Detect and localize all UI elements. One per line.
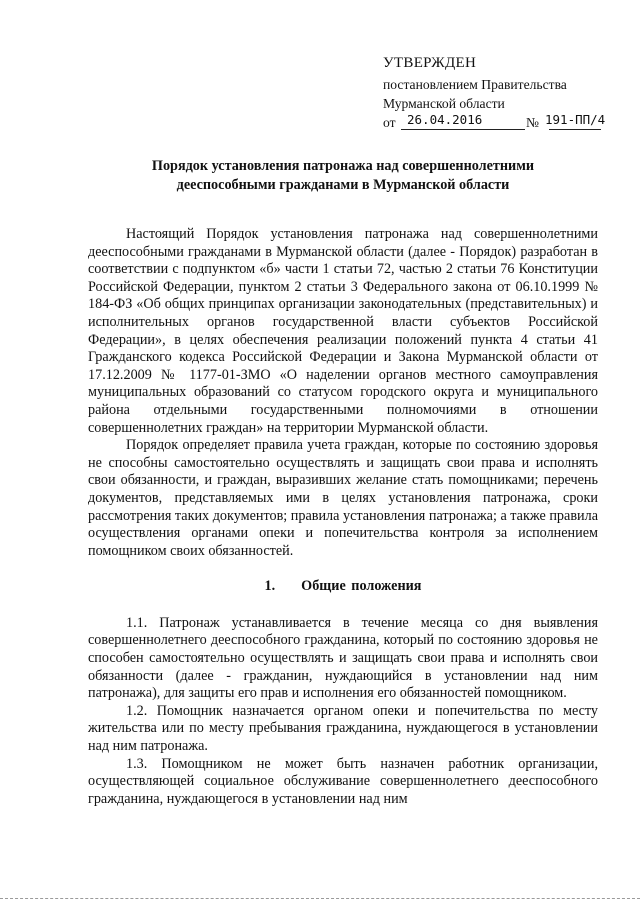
number-underline <box>549 129 601 130</box>
intro-paragraph-1: Настоящий Порядок установления патронажа над совершеннолетними дееспособными гражданами в Мурманской области (далее - Порядок) разработан в соответствии с подпунктом «б» части 1 статьи 72, частью 2 статьи 76 Конституции Российской Федерации, пунктом 2 статьи 3 Федерального закона от 06.10.1999 № 184-ФЗ «Об общих принципах организации законодательных (представительных) и исполнительных органов государственной власти субъектов Российской Федерации», в целях обеспечения реализации положений пункта 4 статьи 41 Гражданского кодекса Российской Федерации и Закона Мурманской области от 17.12.2009 № 1177-01-ЗМО «О наделении органов местного самоуправления муниципальных образований со статусом городского округа и муниципального района отдельными государственными полномочиями в отношении совершеннолетних граждан» на территории Мурманской области. <box>88 226 598 436</box>
approval-date: 26.04.2016 <box>407 112 483 127</box>
section-heading <box>88 578 598 596</box>
title-line-2: дееспособными гражданами в Мурманской области <box>176 177 510 193</box>
clause-1-2: 1.2. Помощник назначается органом опеки и попечительства по месту жительства или по месту пребывания гражданина, нуждающегося в установлении над ним патронажа. <box>88 702 598 755</box>
page-bottom-border <box>0 898 640 901</box>
date-prefix: от <box>383 115 396 130</box>
approval-number: 191-ПП/4 <box>545 112 606 127</box>
section-number: 1. <box>264 578 276 595</box>
approval-line-2: Мурманской области <box>383 96 505 111</box>
section-title: Общие положения <box>301 578 422 595</box>
clause-1-3: 1.3. Помощником не может быть назначен работник организации, осуществляющей социальное обслуживание совершеннолетнего дееспособного гражданина, нуждающегося в установлении над ним <box>88 755 598 807</box>
approval-heading: УТВЕРЖДЕН <box>383 55 477 71</box>
approval-stamp <box>383 54 623 132</box>
document-body <box>88 226 598 808</box>
intro-paragraph-2: Порядок определяет правила учета граждан, которые по состоянию здоровья не способны самостоятельно осуществлять и защищать свои права и исполнять свои обязанности, и граждан, выразивших желание стать помощниками; перечень документов, представляемых ими в целях установления патронажа, сроки рассмотрения таких документов; правила установления патронажа; а также правила осуществления органами опеки и попечительства контроля за исполнением помощником своих обязанностей. <box>88 437 598 559</box>
clause-1-1: 1.1. Патронаж устанавливается в течение месяца со дня выявления совершеннолетнего дееспособного гражданина, который по состоянию здоровья не способен самостоятельно осуществлять и защищать свои права и исполнять свои обязанности (далее - гражданин, нуждающийся в установлении над ним патронажа), для защиты его прав и исполнения его обязанностей помощником. <box>88 614 598 702</box>
document-title <box>88 157 598 195</box>
approval-line-1: постановлением Правительства <box>383 77 567 92</box>
approval-date-row <box>383 113 623 132</box>
date-underline <box>401 129 525 130</box>
title-line-1: Порядок установления патронажа над совершеннолетними <box>151 158 535 174</box>
number-sign: № <box>526 115 539 130</box>
